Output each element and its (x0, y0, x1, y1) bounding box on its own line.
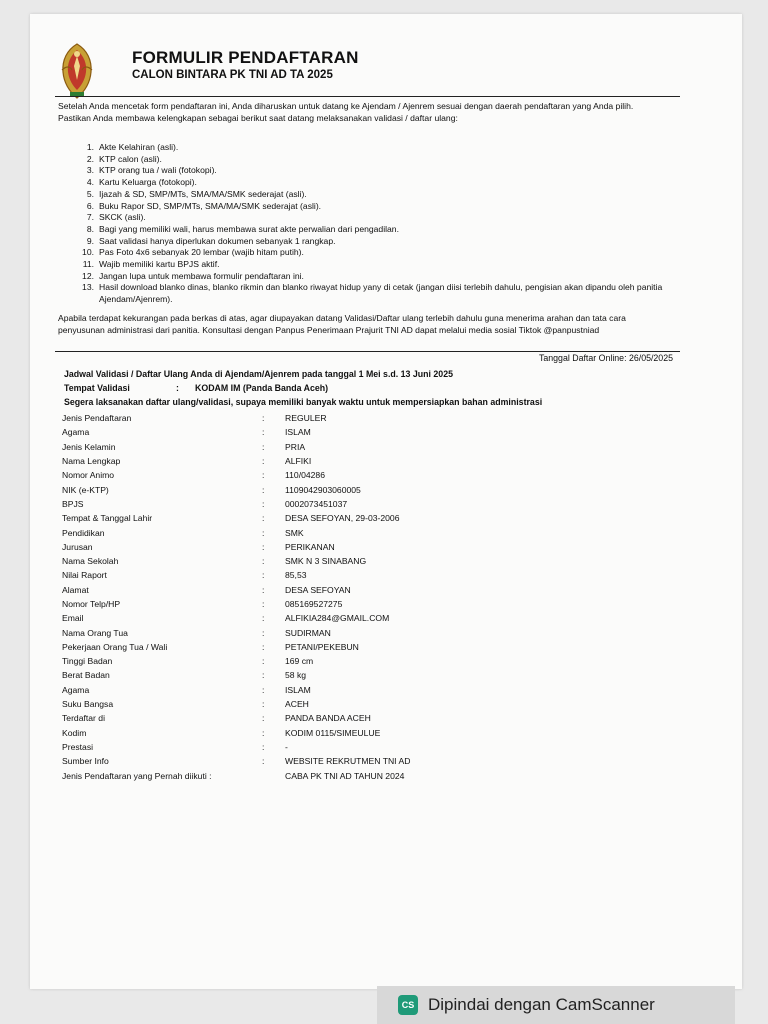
venue-label: Tempat Validasi (64, 383, 130, 393)
detail-label: Sumber Info (62, 756, 109, 767)
detail-row (62, 568, 662, 582)
detail-value: CABA PK TNI AD TAHUN 2024 (285, 770, 405, 781)
requirement-number: 6. (86, 200, 94, 211)
requirement-item (76, 177, 676, 189)
detail-separator: : (262, 556, 265, 567)
detail-value: PRIA (285, 441, 306, 452)
detail-separator: : (262, 613, 265, 624)
requirement-item (76, 189, 676, 201)
venue-value: KODAM IM (Panda Banda Aceh) (195, 383, 329, 393)
detail-separator: : (262, 441, 265, 452)
requirement-item (76, 224, 676, 236)
detail-row (62, 668, 662, 682)
detail-separator: : (262, 656, 265, 667)
detail-row (62, 482, 662, 496)
camscanner-watermark (377, 986, 735, 1024)
detail-value: ISLAM (285, 684, 311, 695)
requirement-number: 10. (82, 247, 94, 258)
detail-separator: : (262, 713, 265, 724)
camscanner-text: Dipindai dengan CamScanner (428, 995, 655, 1014)
requirement-number: 4. (86, 177, 94, 188)
detail-row (62, 454, 662, 468)
detail-row (62, 583, 662, 597)
form-subtitle: CALON BINTARA PK TNI AD TA 2025 (132, 69, 333, 81)
detail-separator: : (262, 456, 265, 467)
detail-value: PETANI/PEKEBUN (285, 641, 359, 652)
detail-separator: : (262, 470, 265, 481)
detail-label: Jenis Kelamin (62, 441, 116, 452)
header-divider (55, 96, 680, 97)
tni-ad-emblem-icon (58, 40, 96, 102)
detail-label: Suku Bangsa (62, 699, 114, 710)
closing-paragraph: Apabila terdapat kekurangan pada berkas di atas, agar diupayakan datang Validasi/Daftar ulang terlebih dahulu guna menerima arahan dan tata cara penyusunan administrasi dari panitia. Konsultasi dengan Panpus Penerimaan Prajurit TNI AD dapat melalui media sosial Tiktok @panpustniad (58, 313, 626, 335)
detail-row (62, 711, 662, 725)
requirement-number: 7. (86, 212, 94, 223)
detail-row (62, 411, 662, 425)
detail-label: NIK (e-KTP) (62, 484, 109, 495)
detail-value: KODIM 0115/SIMEULUE (285, 727, 381, 738)
detail-value: 110/04286 (285, 470, 325, 481)
detail-separator: : (262, 699, 265, 710)
requirements-list (76, 142, 676, 306)
detail-row (62, 497, 662, 511)
requirement-number: 1. (86, 142, 94, 152)
form-title: FORMULIR PENDAFTARAN (132, 48, 359, 67)
detail-label: Pekerjaan Orang Tua / Wali (62, 641, 168, 652)
detail-value: 1109042903060005 (285, 484, 361, 495)
detail-row (62, 611, 662, 625)
requirement-number: 9. (86, 235, 94, 246)
requirement-item (76, 271, 676, 283)
detail-separator: : (262, 684, 265, 695)
requirement-number: 3. (86, 165, 94, 176)
requirement-item (76, 236, 676, 248)
detail-label: Berat Badan (62, 670, 110, 681)
requirement-item (76, 259, 676, 271)
applicant-details (62, 411, 662, 783)
detail-separator: : (262, 741, 265, 752)
detail-separator: : (262, 756, 265, 767)
detail-value: SMK (285, 527, 304, 538)
section-divider (55, 351, 680, 352)
detail-value: DESA SEFOYAN (285, 584, 351, 595)
requirement-text: Hasil download blanko dinas, blanko rikmin dan blanko riwayat hidup yany di cetak (jangan diisi terlebih dahulu, pengisian akan dipandu oleh panitia Ajendam/Ajenrem). (99, 282, 663, 305)
requirement-text: Wajib memiliki kartu BPJS aktif. (99, 259, 220, 270)
requirement-text: KTP orang tua / wali (fotokopi). (99, 165, 217, 176)
venue-colon: : (176, 383, 179, 393)
detail-row (62, 726, 662, 740)
detail-label: Tinggi Badan (62, 656, 113, 667)
detail-label: Jenis Pendaftaran (62, 413, 132, 424)
detail-label: Nama Lengkap (62, 456, 121, 467)
detail-label: Kodim (62, 727, 87, 738)
requirement-number: 12. (82, 270, 94, 281)
detail-separator: : (262, 527, 265, 538)
detail-label: Nama Sekolah (62, 556, 119, 567)
requirement-text: Saat validasi hanya diperlukan dokumen sebanyak 1 rangkap. (99, 235, 336, 246)
detail-row (62, 525, 662, 539)
detail-value: REGULER (285, 413, 327, 424)
requirement-text: Buku Rapor SD, SMP/MTs, SMA/MA/SMK sederajat (asli). (99, 200, 322, 211)
requirement-text: Bagi yang memiliki wali, harus membawa surat akte perwalian dari pengadilan. (99, 223, 399, 234)
requirement-item (76, 154, 676, 166)
detail-row (62, 754, 662, 768)
detail-row (62, 597, 662, 611)
requirement-item (76, 165, 676, 177)
requirement-item (76, 142, 676, 154)
requirement-text: SKCK (asli). (99, 212, 146, 223)
requirement-text: KTP calon (asli). (99, 153, 162, 164)
detail-row (62, 425, 662, 439)
detail-value: DESA SEFOYAN, 29-03-2006 (285, 513, 400, 524)
requirement-item (76, 212, 676, 224)
requirement-item (76, 282, 676, 305)
detail-row (62, 640, 662, 654)
detail-value: ALFIKI (285, 456, 312, 467)
urge-notice: Segera laksanakan daftar ulang/validasi, supaya memiliki banyak waktu untuk mempersiapkan bahan administrasi (64, 397, 543, 407)
detail-separator: : (262, 498, 265, 509)
validation-venue (64, 383, 328, 393)
detail-separator: : (262, 541, 265, 552)
detail-row (62, 625, 662, 639)
detail-separator: : (262, 670, 265, 681)
requirement-item (76, 247, 676, 259)
detail-separator: : (262, 727, 265, 738)
detail-row (62, 683, 662, 697)
detail-value: - (285, 741, 288, 752)
detail-value: 169 cm (285, 656, 314, 667)
camscanner-logo-icon: CS (398, 995, 418, 1015)
detail-value: 085169527275 (285, 599, 343, 609)
detail-value: SUDIRMAN (285, 627, 331, 638)
detail-value: 0002073451037 (285, 498, 348, 509)
requirement-text: Pas Foto 4x6 sebanyak 20 lembar (wajib hitam putih). (99, 247, 304, 258)
requirement-number: 13. (82, 282, 94, 293)
detail-value: 58 kg (285, 670, 307, 681)
detail-label: Jenis Pendaftaran yang Pernah diikuti : (62, 770, 212, 781)
detail-separator: : (262, 641, 265, 652)
detail-row (62, 511, 662, 525)
requirement-text: Kartu Keluarga (fotokopi). (99, 177, 197, 188)
detail-row (62, 468, 662, 482)
detail-separator: : (262, 627, 265, 638)
requirement-number: 8. (86, 223, 94, 234)
detail-label: Alamat (62, 584, 89, 595)
detail-separator: : (262, 570, 265, 581)
detail-label: Nama Orang Tua (62, 627, 128, 638)
detail-row (62, 654, 662, 668)
detail-label: Pendidikan (62, 527, 105, 538)
detail-separator: : (262, 427, 265, 438)
detail-label: Email (62, 613, 84, 624)
detail-row (62, 768, 662, 782)
requirement-number: 2. (86, 153, 94, 164)
requirement-text: Jangan lupa untuk membawa formulir pendaftaran ini. (99, 270, 304, 281)
detail-label: Nomor Animo (62, 470, 115, 481)
detail-row (62, 554, 662, 568)
detail-label: Nomor Telp/HP (62, 599, 121, 609)
detail-row (62, 697, 662, 711)
detail-separator: : (262, 484, 265, 495)
detail-value: ISLAM (285, 427, 311, 438)
detail-value: SMK N 3 SINABANG (285, 556, 367, 567)
validation-schedule: Jadwal Validasi / Daftar Ulang Anda di Ajendam/Ajenrem pada tanggal 1 Mei s.d. 13 Juni 2025 (64, 369, 453, 379)
detail-value: 85,53 (285, 570, 307, 581)
detail-label: Terdaftar di (62, 713, 105, 724)
registration-date: Tanggal Daftar Online: 26/05/2025 (538, 353, 673, 363)
detail-label: Tempat & Tanggal Lahir (62, 513, 153, 524)
detail-label: Agama (62, 684, 90, 695)
requirement-text: Akte Kelahiran (asli). (99, 142, 179, 152)
detail-label: BPJS (62, 498, 84, 509)
detail-row (62, 540, 662, 554)
detail-separator: : (262, 584, 265, 595)
detail-row (62, 440, 662, 454)
requirement-text: Ijazah & SD, SMP/MTs, SMA/MA/SMK sederajat (asli). (99, 188, 307, 199)
intro-paragraph: Setelah Anda mencetak form pendaftaran ini, Anda diharuskan untuk datang ke Ajendam / Ajenrem sesuai dengan daerah pendaftaran yang Anda pilih. Pastikan Anda membawa kelengkapan sebagai berikut saat datang melaksanakan validasi / daftar ulang: (58, 101, 634, 123)
requirement-item (76, 201, 676, 213)
detail-value: WEBSITE REKRUTMEN TNI AD (285, 756, 411, 767)
detail-value: ALFIKIA284@GMAIL.COM (285, 613, 390, 624)
detail-separator: : (262, 599, 265, 609)
detail-value: PANDA BANDA ACEH (285, 713, 371, 724)
requirement-number: 5. (86, 188, 94, 199)
requirement-number: 11. (82, 259, 94, 270)
detail-label: Prestasi (62, 741, 94, 752)
detail-label: Agama (62, 427, 90, 438)
detail-value: ACEH (285, 699, 309, 710)
detail-label: Jurusan (62, 541, 93, 552)
detail-separator: : (262, 413, 265, 424)
detail-label: Nilai Raport (62, 570, 107, 581)
detail-row (62, 740, 662, 754)
detail-value: PERIKANAN (285, 541, 335, 552)
detail-separator: : (262, 513, 265, 524)
